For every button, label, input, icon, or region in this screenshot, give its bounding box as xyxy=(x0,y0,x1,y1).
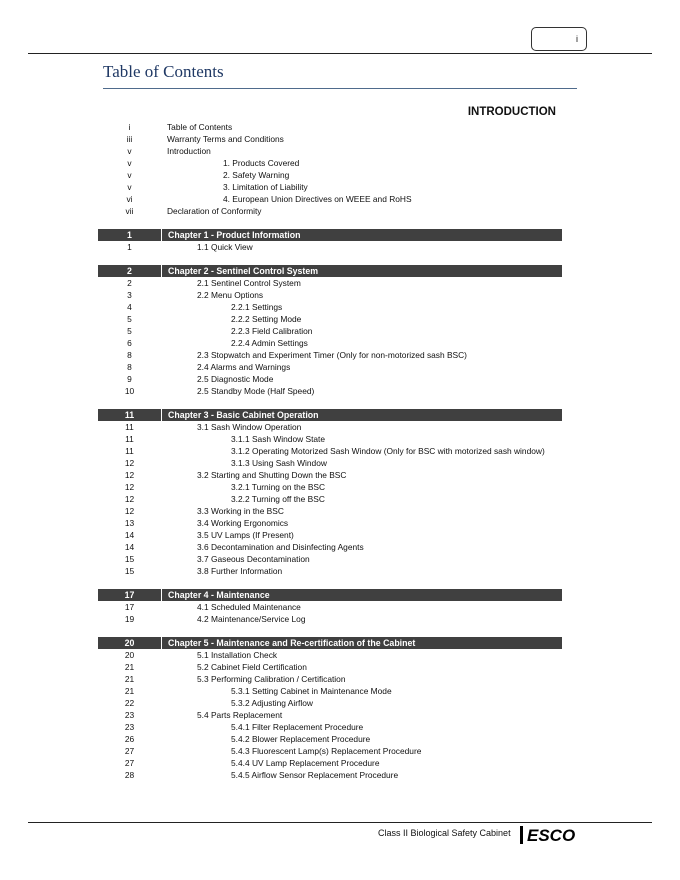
toc-page-number: 3 xyxy=(127,290,132,300)
toc-front-matter-entry[interactable] xyxy=(98,193,562,205)
toc-page-number: v xyxy=(127,158,132,168)
toc-entry-text: Declaration of Conformity xyxy=(167,206,262,216)
toc-page-number: 12 xyxy=(124,506,135,516)
toc-entry-text: 3.8 Further Information xyxy=(197,566,283,576)
toc-chapter-heading[interactable] xyxy=(98,409,562,421)
toc-page-number: 11 xyxy=(125,434,134,444)
toc-entry[interactable] xyxy=(98,757,562,769)
toc-page-number: 20 xyxy=(124,638,135,648)
toc-entry-text: 3.2 Starting and Shutting Down the BSC xyxy=(197,470,347,480)
toc-entry-text: Introduction xyxy=(167,146,211,156)
toc-page-number: 6 xyxy=(127,338,132,348)
toc-entry-text: 2. Safety Warning xyxy=(223,170,290,180)
toc-entry-text: 3.1.2 Operating Motorized Sash Window (Only for BSC with motorized sash window) xyxy=(231,446,545,456)
toc-entry-text: 4.2 Maintenance/Service Log xyxy=(197,614,306,624)
table-of-contents xyxy=(98,121,562,781)
toc-entry[interactable] xyxy=(98,469,562,481)
toc-page-number: 12 xyxy=(124,494,135,504)
toc-entry-text: 4. European Union Directives on WEEE and RoHS xyxy=(223,194,412,204)
toc-entry-text: 3.1 Sash Window Operation xyxy=(197,422,302,432)
toc-entry[interactable] xyxy=(98,361,562,373)
toc-front-matter-entry[interactable] xyxy=(98,205,562,217)
toc-entry-text: 1. Products Covered xyxy=(223,158,300,168)
toc-entry-text: 2.2.4 Admin Settings xyxy=(231,338,308,348)
toc-entry[interactable] xyxy=(98,241,562,253)
toc-chapter-heading[interactable] xyxy=(98,637,562,649)
toc-page-number: 1 xyxy=(127,242,132,252)
title-underline xyxy=(103,88,577,89)
toc-page-number: 11 xyxy=(125,422,134,432)
toc-entry-text: Table of Contents xyxy=(167,122,233,132)
toc-page-number: 22 xyxy=(124,698,135,708)
toc-page-number: 2 xyxy=(127,278,132,288)
toc-entry[interactable] xyxy=(98,673,562,685)
toc-spacer xyxy=(98,397,562,409)
toc-entry-text: 3.7 Gaseous Decontamination xyxy=(197,554,310,564)
toc-front-matter-entry[interactable] xyxy=(98,181,562,193)
toc-entry-text: 3. Limitation of Liability xyxy=(223,182,308,192)
toc-entry-text: 2.5 Standby Mode (Half Speed) xyxy=(197,386,315,396)
toc-page-number: 19 xyxy=(124,614,135,624)
toc-entry[interactable] xyxy=(98,685,562,697)
toc-page-number: 12 xyxy=(124,470,135,480)
toc-page-number: v xyxy=(127,170,132,180)
toc-entry[interactable] xyxy=(98,733,562,745)
toc-page-number: i xyxy=(128,122,131,132)
toc-page-number: 5 xyxy=(127,314,132,324)
toc-entry-text: 2.3 Stopwatch and Experiment Timer (Only for non-motorized sash BSC) xyxy=(197,350,467,360)
toc-entry[interactable] xyxy=(98,349,562,361)
toc-page-number: 21 xyxy=(124,674,135,684)
toc-page-number: 20 xyxy=(124,650,135,660)
toc-entry[interactable] xyxy=(98,529,562,541)
toc-entry-text: 3.6 Decontamination and Disinfecting Agents xyxy=(197,542,364,552)
toc-entry-text: Warranty Terms and Conditions xyxy=(167,134,284,144)
toc-entry[interactable] xyxy=(98,277,562,289)
toc-entry[interactable] xyxy=(98,721,562,733)
toc-entry-text: 2.2.3 Field Calibration xyxy=(231,326,313,336)
toc-entry[interactable] xyxy=(98,745,562,757)
toc-entry[interactable] xyxy=(98,505,562,517)
toc-entry[interactable] xyxy=(98,697,562,709)
toc-page-number: 4 xyxy=(127,302,132,312)
toc-page-number: 27 xyxy=(124,758,135,768)
toc-entry[interactable] xyxy=(98,289,562,301)
toc-entry-text: 4.1 Scheduled Maintenance xyxy=(197,602,301,612)
footer-document-title: Class II Biological Safety Cabinet xyxy=(378,828,511,838)
toc-entry-text: 2.2.2 Setting Mode xyxy=(231,314,302,324)
toc-entry[interactable] xyxy=(98,385,562,397)
toc-entry-text: Chapter 3 - Basic Cabinet Operation xyxy=(161,409,562,421)
toc-page-number: 26 xyxy=(124,734,135,744)
toc-entry-text: 1.1 Quick View xyxy=(197,242,253,252)
toc-entry-text: 3.1.3 Using Sash Window xyxy=(231,458,327,468)
toc-entry-text: 3.4 Working Ergonomics xyxy=(197,518,289,528)
toc-page-number: 8 xyxy=(127,362,132,372)
toc-entry-text: 5.4.2 Blower Replacement Procedure xyxy=(231,734,371,744)
toc-entry[interactable] xyxy=(98,649,562,661)
toc-page-number: vii xyxy=(125,206,134,216)
toc-page-number: 27 xyxy=(124,746,135,756)
toc-entry-text: 5.4.3 Fluorescent Lamp(s) Replacement Procedure xyxy=(231,746,422,756)
toc-entry[interactable] xyxy=(98,445,562,457)
toc-entry-text: 5.2 Cabinet Field Certification xyxy=(197,662,307,672)
toc-page-number: 14 xyxy=(124,542,135,552)
toc-front-matter-entry[interactable] xyxy=(98,169,562,181)
toc-page-number: 11 xyxy=(125,446,134,456)
toc-entry-text: 5.4 Parts Replacement xyxy=(197,710,283,720)
toc-entry[interactable] xyxy=(98,565,562,577)
toc-page-number: 10 xyxy=(124,386,135,396)
toc-chapter-heading[interactable] xyxy=(98,589,562,601)
toc-entry[interactable] xyxy=(98,301,562,313)
toc-chapter-heading[interactable] xyxy=(98,229,562,241)
toc-entry[interactable] xyxy=(98,433,562,445)
toc-entry-text: 2.5 Diagnostic Mode xyxy=(197,374,274,384)
toc-page-number: 9 xyxy=(127,374,132,384)
toc-entry-text: 5.1 Installation Check xyxy=(197,650,278,660)
toc-entry-text: 3.2.1 Turning on the BSC xyxy=(231,482,326,492)
toc-entry[interactable] xyxy=(98,493,562,505)
toc-entry-text: 5.3.2 Adjusting Airflow xyxy=(231,698,313,708)
toc-page-number: 15 xyxy=(124,554,135,564)
toc-entry[interactable] xyxy=(98,661,562,673)
footer-rule xyxy=(28,822,652,823)
toc-entry[interactable] xyxy=(98,553,562,565)
toc-entry[interactable] xyxy=(98,709,562,721)
toc-page-number: 14 xyxy=(124,530,135,540)
toc-entry[interactable] xyxy=(98,481,562,493)
toc-page-number: v xyxy=(127,182,132,192)
toc-entry[interactable] xyxy=(98,613,562,625)
toc-page-number: 5 xyxy=(127,326,132,336)
toc-page-number: 21 xyxy=(124,686,135,696)
toc-entry-text: 5.4.1 Filter Replacement Procedure xyxy=(231,722,364,732)
toc-page-number: 12 xyxy=(124,482,135,492)
toc-front-matter-entry[interactable] xyxy=(98,133,562,145)
toc-page-number: iii xyxy=(126,134,133,144)
toc-entry-text: 3.1.1 Sash Window State xyxy=(231,434,326,444)
toc-page-number: 21 xyxy=(124,662,135,672)
toc-spacer xyxy=(98,625,562,637)
toc-page-number: 17 xyxy=(124,602,135,612)
toc-page-number: 1 xyxy=(127,230,132,240)
toc-front-matter-entry[interactable] xyxy=(98,157,562,169)
toc-chapter-heading[interactable] xyxy=(98,265,562,277)
toc-page-number: 15 xyxy=(124,566,135,576)
toc-page-number: 23 xyxy=(124,710,135,720)
toc-entry-text: 2.2.1 Settings xyxy=(231,302,283,312)
toc-entry-text: 5.3 Performing Calibration / Certification xyxy=(197,674,346,684)
toc-page-number: 13 xyxy=(124,518,135,528)
toc-page-number: 28 xyxy=(124,770,135,780)
toc-entry-text: 2.2 Menu Options xyxy=(197,290,264,300)
toc-entry-text: Chapter 5 - Maintenance and Re-certification of the Cabinet xyxy=(161,637,562,649)
toc-entry-text: 3.3 Working in the BSC xyxy=(197,506,284,516)
page-title: Table of Contents xyxy=(103,62,224,81)
toc-page-number: vi xyxy=(126,194,133,204)
toc-page-number: 8 xyxy=(127,350,132,360)
toc-spacer xyxy=(98,217,562,229)
toc-entry-text: 3.5 UV Lamps (If Present) xyxy=(197,530,294,540)
toc-entry[interactable] xyxy=(98,457,562,469)
toc-entry-text: 2.1 Sentinel Control System xyxy=(197,278,301,288)
toc-entry-text: 3.2.2 Turning off the BSC xyxy=(231,494,325,504)
toc-page-number: 2 xyxy=(127,266,132,276)
toc-entry[interactable] xyxy=(98,421,562,433)
introduction-heading: INTRODUCTION xyxy=(467,106,556,118)
toc-entry-text: Chapter 4 - Maintenance xyxy=(161,589,562,601)
esco-logo xyxy=(520,825,592,845)
toc-entry-text: 5.4.4 UV Lamp Replacement Procedure xyxy=(231,758,380,768)
page-number-box: i xyxy=(531,27,587,51)
toc-entry[interactable] xyxy=(98,541,562,553)
toc-page-number: 17 xyxy=(124,590,135,600)
toc-spacer xyxy=(98,253,562,265)
toc-entry[interactable] xyxy=(98,313,562,325)
toc-entry-text: Chapter 1 - Product Information xyxy=(161,229,562,241)
toc-entry[interactable] xyxy=(98,337,562,349)
toc-entry-text: 2.4 Alarms and Warnings xyxy=(197,362,291,372)
toc-page-number: 23 xyxy=(124,722,135,732)
toc-entry[interactable] xyxy=(98,769,562,781)
toc-entry-text: 5.3.1 Setting Cabinet in Maintenance Mode xyxy=(231,686,392,696)
toc-page-number: 12 xyxy=(124,458,135,468)
esco-logo-text: ESCO xyxy=(527,826,576,845)
toc-entry[interactable] xyxy=(98,373,562,385)
toc-page-number: 11 xyxy=(124,410,135,420)
toc-spacer xyxy=(98,577,562,589)
toc-entry[interactable] xyxy=(98,517,562,529)
toc-entry[interactable] xyxy=(98,325,562,337)
toc-entry-text: 5.4.5 Airflow Sensor Replacement Procedure xyxy=(231,770,399,780)
toc-front-matter-entry[interactable] xyxy=(98,145,562,157)
toc-entry[interactable] xyxy=(98,601,562,613)
toc-entry-text: Chapter 2 - Sentinel Control System xyxy=(161,265,562,277)
toc-page-number: v xyxy=(127,146,132,156)
toc-front-matter-entry[interactable] xyxy=(98,121,562,133)
header-rule xyxy=(28,53,652,54)
